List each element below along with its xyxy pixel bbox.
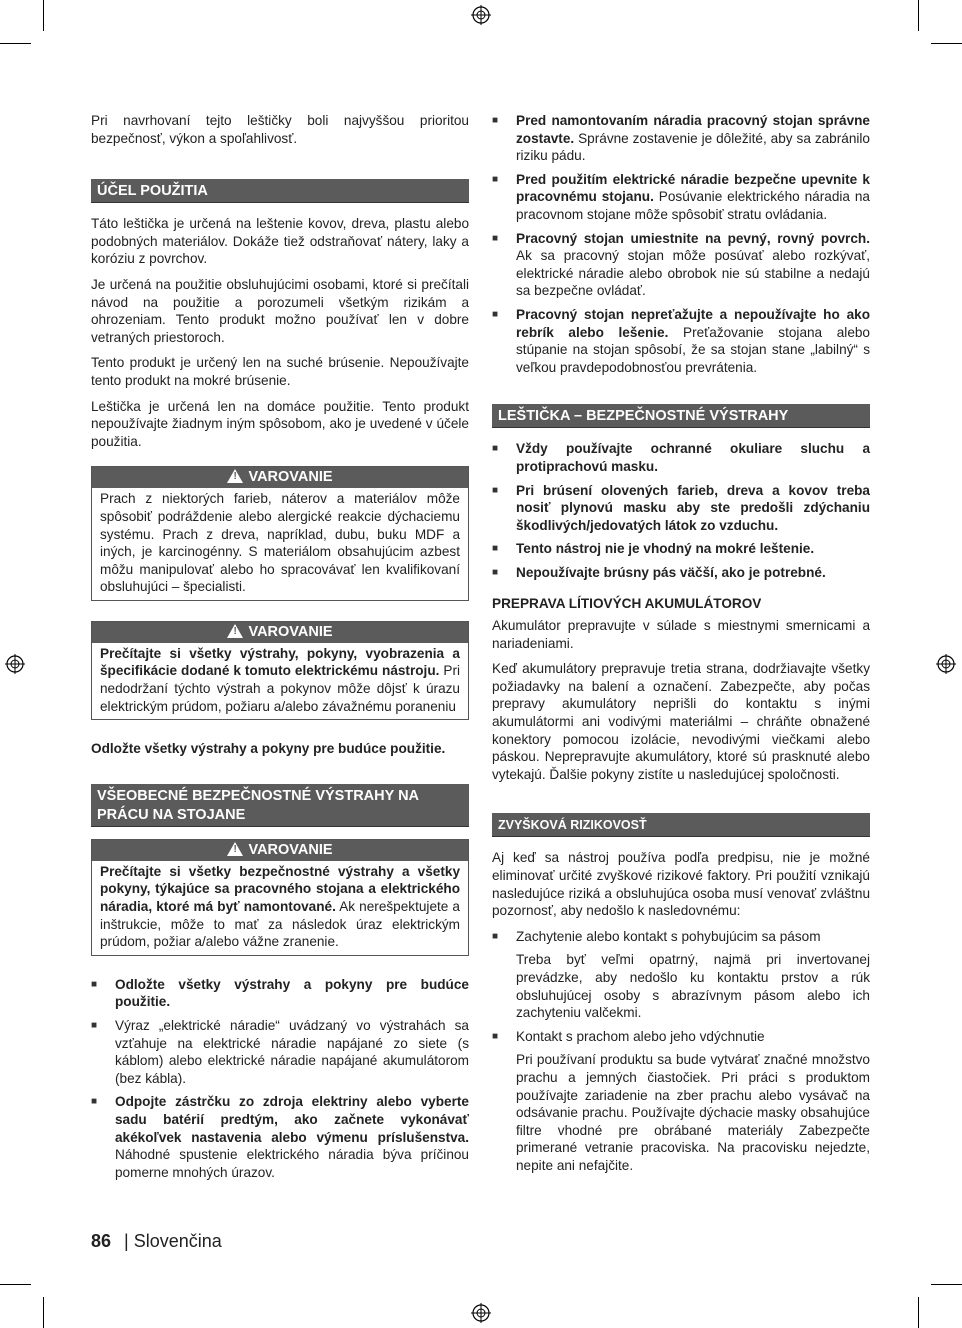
- residual-risk-paragraph: Aj keď sa nástroj používa podľa predpisu, nie je možné eliminovať určité zvyškové rizikové faktory. Pri použití vznikajú nasledujúce riziká a obsluhujúca osoba musí venovať zvláštnu pozornosť, aby nedošlo k nasledovnému:: [492, 850, 870, 919]
- registration-mark-icon: [936, 654, 956, 674]
- intro-paragraph: Pri navrhovaní tejto leštičky boli najvyššou prioritou bezpečnosť, výkon a spoľahlivosť.: [91, 113, 469, 146]
- bullet-icon: ■: [91, 1096, 98, 1108]
- residual-risk-detail: Treba byť veľmi opatrný, najmä pri invertovanej prevádzke, aby nedošlo ku kontaktu prstov a rúk obsluhujúcej osoby s abrazívnym pásom alebo ich zachyteniu valčekmi.: [516, 952, 870, 1021]
- bullet-icon: ■: [492, 930, 499, 942]
- transport-paragraph: Akumulátor prepravujte v súlade s miestnymi smernicami a nariadeniami.: [492, 618, 870, 651]
- list-item: ■ Pred použitím elektrické náradie bezpečne upevnite k pracovnému stojanu. Posúvanie elektrického náradia na pracovnom stojane môže spôsobiť stratu ovládania.: [492, 171, 870, 222]
- purpose-paragraph: Táto leštička je určená na leštenie kovov, dreva, plastu alebo podobných materiálov. Dokáže tiež odstraňovať nátery, laky a koróziu z povrchov.: [91, 216, 469, 267]
- list-item: ■ Odpojte zástrčku zo zdroja elektriny alebo vyberte sadu batérií predtým, ako začnete vykonávať akékoľvek nastavenia alebo výmenu príslušenstva. Náhodné spustenie elektrického náradia býva príčinou pomerne mnohých úrazov.: [91, 1094, 469, 1180]
- list-item: ■ Pracovný stojan umiestnite na pevný, rovný povrch. Ak sa pracovný stojan môže posúvať alebo rozkývať, elektrické náradie alebo obrobok nie sú stabilne a nedajú sa bezpečne ovládať.: [492, 230, 870, 299]
- warning-text: Prach z niektorých farieb, náterov a materiálov môže spôsobiť podráždenie alebo alergické reakcie dýchaciemu systému. Prach z dreva, napríklad, dubu, buku MDF a iných, je karcinogénny. S materiálom obsahujúcim azbest môžu manipulovať alebo ho spracovávať len kvalifikovaní obsluhujúci – špecialisti.: [100, 491, 460, 595]
- warning-text: Prečítajte si všetky bezpečnostné výstrahy a všetky pokyny, týkajúce sa pracovného stojana a elektrického náradia, ktoré má byť namontované. Ak nerešpektujete a inštrukcie, môže to mať za následok úraz elektrickým prúdom, požiar a/alebo vážne zranenie.: [100, 863, 460, 950]
- section-heading-workstand: VŠEOBECNÉ BEZPEČNOSTNÉ VÝSTRAHY NA PRÁCU NA STOJANE: [91, 784, 469, 827]
- bullet-icon: ■: [492, 543, 499, 555]
- section-heading-residual-risk: ZVYŠKOVÁ RIZIKOVOSŤ: [492, 813, 870, 837]
- footer-language: | Slovenčina: [124, 1231, 222, 1251]
- transport-paragraph: Keď akumulátory prepravuje tretia strana, dodržiavajte všetky požiadavky na balení a označení. Zabezpečte, aby počas prepravy akumulátory neprišli do kontaktu s inými akumulátormi ani vodivými materiálmi – chráňte obnažené konektory pomocou izolácie, nevodivými viečkami alebo páskou. Neprepravujte akumulátory, ktoré sú prasknuté alebo vytekajú. Ďalšie pokyny zistíte u nasledujúcej spoločnosti.: [492, 661, 870, 782]
- crop-mark: [931, 1284, 962, 1285]
- list-item: ■ Pracovný stojan nepreťažujte a nepoužívajte ho ako rebrík alebo lešenie. Preťažovanie stojana alebo stúpanie na stojan spôsobí, že sa stojan stane „labilný“ s veľkou pravdepodobnosťou prevrátenia.: [492, 306, 870, 375]
- list-item: ■ Zachytenie alebo kontakt s pohybujúcim sa pásom: [492, 928, 821, 944]
- list-item: ■ Kontakt s prachom alebo jeho vdýchnutie: [492, 1028, 765, 1044]
- warning-box: [91, 466, 469, 601]
- subheading-battery-transport: PREPRAVA LÍTIOVÝCH AKUMULÁTOROV: [492, 596, 762, 612]
- left-column: [91, 112, 469, 1187]
- right-column: [492, 112, 870, 1181]
- warning-title: VAROVANIE: [248, 623, 333, 640]
- residual-risk-list: [492, 928, 870, 946]
- purpose-paragraph: Tento produkt je určený len na suché brúsenie. Nepoužívajte tento produkt na mokré brúsenie.: [91, 355, 469, 388]
- keep-instructions-note: Odložte všetky výstrahy a pokyny pre budúce použitie.: [91, 741, 446, 757]
- crop-mark: [931, 43, 962, 44]
- bullet-icon: ■: [91, 978, 98, 990]
- list-item: ■ Odložte všetky výstrahy a pokyny pre budúce použitie.: [91, 976, 469, 1010]
- section-heading-purpose: ÚČEL POUŽITIA: [91, 179, 469, 203]
- crop-mark: [43, 1297, 44, 1328]
- bullet-icon: ■: [492, 484, 499, 496]
- bullet-icon: ■: [492, 115, 499, 126]
- crop-mark: [918, 1297, 919, 1328]
- list-item: ■ Nepoužívajte brúsny pás väčší, ako je potrebné.: [492, 564, 826, 580]
- purpose-paragraph: Leštička je určená len na domáce použitie. Tento produkt nepoužívajte žiadnym iným spôsobom, ako je uvedené v účele použitia.: [91, 398, 469, 449]
- warning-title: VAROVANIE: [248, 841, 333, 858]
- bullet-icon: ■: [492, 443, 499, 455]
- list-item: ■ Tento nástroj nie je vhodný na mokré leštenie.: [492, 541, 815, 557]
- warning-text: Prečítajte si všetky výstrahy, pokyny, vyobrazenia a špecifikácie dodané k tomuto elektrickému nástroju. Pri nedodržaní týchto výstrah a pokynov môže dôjsť k úrazu elektrickým prúdom, požiaru a/alebo závažnému poraneniu: [100, 645, 461, 714]
- crop-mark: [0, 43, 31, 44]
- crop-mark: [918, 0, 919, 31]
- workstand-list: [91, 976, 469, 1182]
- warning-triangle-icon: [227, 842, 243, 856]
- bullet-icon: ■: [492, 232, 499, 244]
- page-number: 86: [91, 1231, 112, 1251]
- list-item: ■ Pri brúsení olovených farieb, dreva a kovov treba nosiť plynovú masku aby ste predošli zdýchaniu škodlivých/jedovatých látok zo vzduchu.: [492, 482, 870, 533]
- purpose-paragraph: Je určená na použitie obsluhujúcimi osobami, ktoré si prečítali návod na použitie a porozumeli všetkým rizikám a ohrozeniam. Tento produkt možno používať len v dobre vetraných priestoroch.: [91, 276, 469, 345]
- bullet-icon: ■: [492, 173, 499, 185]
- crop-mark: [43, 0, 44, 31]
- page-footer: [91, 1231, 222, 1252]
- warning-triangle-icon: [227, 624, 243, 638]
- bullet-icon: ■: [492, 566, 499, 578]
- warning-title: VAROVANIE: [248, 469, 333, 486]
- registration-mark-icon: [471, 5, 491, 25]
- registration-mark-icon: [471, 1303, 491, 1323]
- warning-box: [91, 621, 469, 720]
- list-item: ■ Výraz „elektrické náradie“ uvádzaný vo výstrahách sa vzťahuje na elektrické náradie napájané zo siete (s káblom) alebo elektrické náradie napájané akumulátorom (bez kábla).: [91, 1018, 469, 1086]
- section-heading-polisher-warnings: LEŠTIČKA – BEZPEČNOSTNÉ VÝSTRAHY: [492, 404, 870, 428]
- list-item: ■ Pred namontovaním náradia pracovný stojan správne zostavte. Správne zostavenie je dôležité, aby sa zabránilo riziku pádu.: [492, 113, 870, 164]
- polisher-warnings-list: [492, 440, 870, 581]
- workstand-list-continued: [492, 112, 870, 376]
- residual-risk-detail: Pri používaní produktu sa bude vytvárať značné množstvo prachu a jemných čiastočiek. Pri práci s produktom používajte zariadenie na zber prachu alebo vysávač na odsávanie prachu. Používajte dýchacie masky obsahujúce filtre vhodné pre obrábané materiály Zabezpečte primerané vetranie pracoviska. Na pracovisku nejedzte, nepite ani nefajčite.: [516, 1052, 870, 1173]
- bullet-icon: ■: [91, 1020, 98, 1031]
- residual-risk-list: [492, 1028, 870, 1046]
- registration-mark-icon: [5, 654, 25, 674]
- warning-box: [91, 839, 469, 956]
- crop-mark: [0, 1284, 31, 1285]
- bullet-icon: ■: [492, 1030, 499, 1042]
- warning-triangle-icon: [227, 469, 243, 483]
- bullet-icon: ■: [492, 308, 499, 320]
- list-item: ■ Vždy používajte ochranné okuliare sluchu a protiprachovú masku.: [492, 441, 870, 474]
